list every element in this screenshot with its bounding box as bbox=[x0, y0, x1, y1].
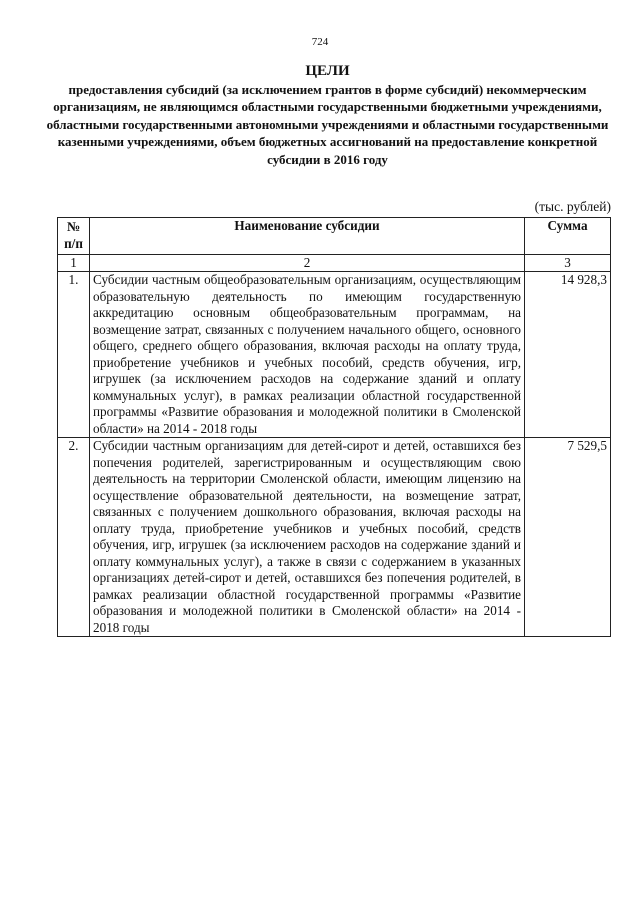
subsidy-name: Субсидии частным организациям для детей-сирот и детей, оставшихся без попечения родителей, зарегистрированным и осуществляющим свою деятельность на территории Смоленской области, имеющим лицензию на осуществление образовательной деятельности, на возмещение затрат, связанных с получением дошкольного образования, включая расходы на оплату труда, приобретение учебников и учебных пособий, средств обучения, игр, игрушек (за исключением расходов на содержание зданий и оплату коммунальных услуг), а также в связи с содержанием в указанных организациях детей-сирот и детей, оставшихся без попечения родителей, в рамках реализации областной государственной программы «Развитие образования и молодежной политики в Смоленской области» на 2014 - 2018 годы bbox=[90, 438, 525, 637]
subsidy-sum: 7 529,5 bbox=[525, 438, 611, 637]
header-sum: Сумма bbox=[525, 218, 611, 255]
header-name: Наименование субсидии bbox=[90, 218, 525, 255]
table-row bbox=[58, 438, 611, 637]
title-main: ЦЕЛИ bbox=[305, 63, 350, 79]
table-header-row bbox=[58, 218, 611, 255]
title-subtitle: предоставления субсидий (за исключением грантов в форме субсидий) некоммерческим организациям, не являющимся областными государственными бюджетными учреждениями, областными государственными автономными учреждениями и областными государственными казенными учреждениями, объем бюджетных ассигнований на предоставление конкретной субсидии в 2016 году bbox=[46, 82, 609, 167]
subsidy-sum: 14 928,3 bbox=[525, 272, 611, 438]
row-number: 2. bbox=[58, 438, 90, 637]
column-index-1: 1 bbox=[58, 255, 90, 272]
units-label: (тыс. рублей) bbox=[534, 199, 611, 214]
document-title bbox=[40, 62, 615, 168]
column-index-3: 3 bbox=[525, 255, 611, 272]
column-index-2: 2 bbox=[90, 255, 525, 272]
subsidies-table bbox=[57, 217, 611, 637]
subsidy-name: Субсидии частным общеобразовательным организациям, осуществляющим образовательную деятельность по имеющим государственную аккредитацию основным общеобразовательным программам, на возмещение затрат, связанных с получением начального общего, основного общего, среднего общего образования, включая расходы на оплату труда, приобретение учебников и учебных пособий, средств обучения, игр, игрушек (за исключением расходов на содержание зданий и оплату коммунальных услуг), в рамках реализации областной государственной программы «Развитие образования и молодежной политики в Смоленской области» на 2014 - 2018 годы bbox=[90, 272, 525, 438]
table-row bbox=[58, 272, 611, 438]
page-number: 724 bbox=[311, 36, 329, 48]
row-number: 1. bbox=[58, 272, 90, 438]
header-num: № п/п bbox=[58, 218, 90, 255]
column-index-row bbox=[58, 255, 611, 272]
